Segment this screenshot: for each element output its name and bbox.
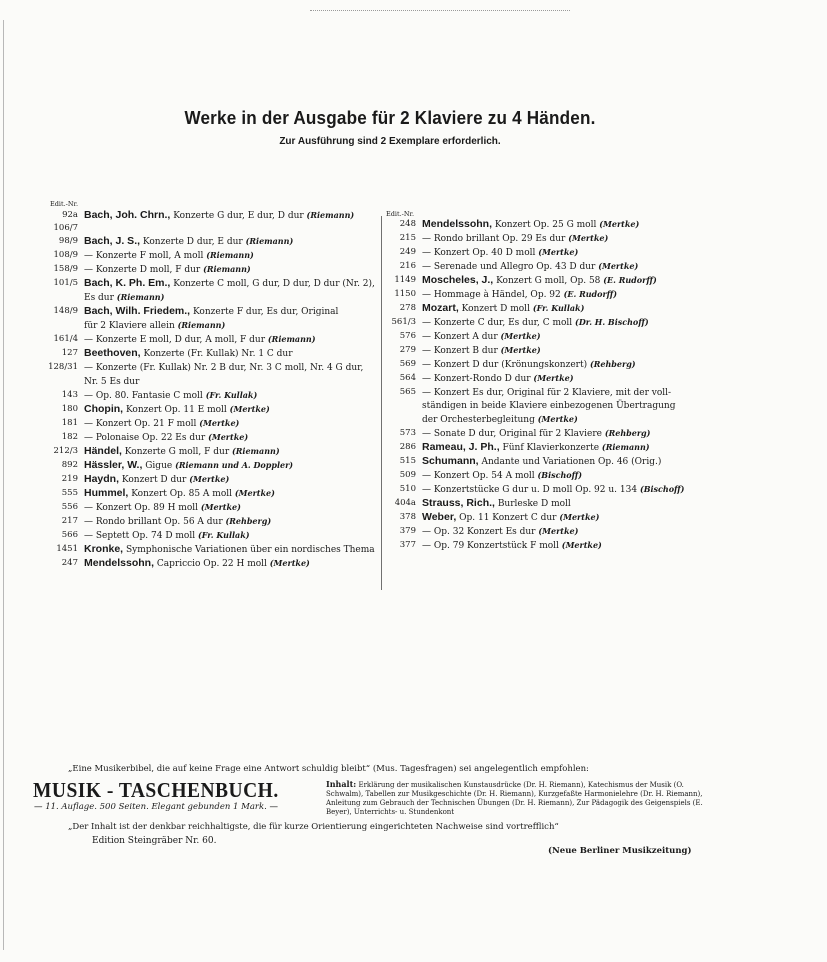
entry-text (84, 557, 378, 571)
catalog-entry (386, 274, 716, 288)
edition-number: 892 (61, 460, 78, 470)
work-title: — Konzertstücke G dur u. D moll Op. 92 u. 134 (422, 485, 640, 495)
catalog-entry (386, 288, 716, 302)
catalog-entry (386, 483, 716, 497)
ad-contents-label: Inhalt: (326, 779, 357, 789)
entry-text (84, 249, 378, 263)
composer-name: Mozart, (422, 302, 459, 314)
catalog-entry (48, 235, 378, 249)
catalog-entry (48, 459, 378, 473)
entry-text (84, 459, 378, 473)
work-title: — Op. 80. Fantasie C moll (84, 391, 206, 401)
work-title: — Konzerte F moll, A moll (84, 251, 207, 261)
editor-name: (E. Rudorff) (563, 289, 618, 299)
entry-text (422, 539, 716, 553)
edition-number: 128/31 (48, 362, 78, 372)
edition-number: 378 (399, 512, 416, 522)
composer-name: Bach, Joh. Chrn., (84, 209, 171, 221)
edition-number: 212/3 (53, 446, 78, 456)
editor-name: (Mertke) (598, 261, 639, 271)
left-catalog-column (48, 200, 378, 571)
catalog-entry (48, 333, 378, 347)
catalog-entry (386, 218, 716, 232)
editor-name: (Riemann) (231, 446, 280, 456)
edition-number: 556 (61, 502, 78, 512)
edition-number: 92a 106/7 (53, 210, 78, 233)
editor-name: (Mertke) (559, 512, 600, 522)
edition-number: 561/3 (391, 317, 416, 327)
entry-text (422, 497, 716, 511)
editor-name: (Riemann) (306, 210, 355, 220)
entry-text (422, 455, 716, 469)
work-title: — Sonate D dur, Original für 2 Klaviere (422, 429, 605, 439)
entry-text (84, 515, 378, 529)
work-title: Fünf Klavierkonzerte (499, 443, 602, 453)
catalog-entry (48, 515, 378, 529)
entry-text (84, 389, 378, 403)
work-title: Konzerte (Fr. Kullak) Nr. 1 C dur (140, 349, 293, 359)
ad-title: MUSIK - TASCHENBUCH. (33, 778, 279, 802)
composer-name: Chopin, (84, 403, 124, 415)
editor-name: (Fr. Kullak) (205, 390, 258, 400)
work-title: — Konzert Op. 54 A moll (422, 471, 538, 481)
editor-name: (Mertke) (538, 526, 579, 536)
entry-text (84, 361, 378, 389)
edition-number: 127 (61, 348, 78, 358)
edition-number: 101/5 (53, 278, 78, 288)
work-title: Konzert D moll (458, 304, 533, 314)
column-header-left: Edit.-Nr. (50, 200, 79, 208)
editor-name: (Rehberg) (225, 516, 272, 526)
entry-text (84, 431, 378, 445)
editor-name: (Mertke) (538, 247, 579, 257)
editor-name: (Riemann und A. Doppler) (175, 460, 294, 470)
entry-text (422, 260, 716, 274)
editor-name: (Fr. Kullak) (197, 530, 250, 540)
editor-name: (Riemann) (203, 264, 251, 274)
catalog-entry (48, 487, 378, 501)
entry-text (84, 305, 378, 333)
entry-text (422, 232, 716, 246)
catalog-entry (386, 441, 716, 455)
composer-name: Hummel, (84, 487, 129, 499)
composer-name: Rameau, J. Ph., (422, 441, 500, 453)
work-title: — Konzert Op. 40 D moll (422, 248, 539, 258)
work-title: — Konzert-Rondo D dur (422, 374, 534, 384)
ad-quote-source: (Neue Berliner Musikzeitung) (548, 846, 692, 856)
right-entry-list (386, 218, 716, 553)
editor-name: (Mertke) (199, 418, 240, 428)
composer-name: Weber, (422, 511, 457, 523)
work-title: Konzerte G moll, F dur (121, 447, 232, 457)
edition-number: 98/9 (58, 236, 78, 246)
composer-name: Beethoven, (84, 347, 141, 359)
catalog-entry (48, 209, 378, 235)
entry-text (422, 218, 716, 232)
work-title: — Konzert Es dur, Original für 2 Klaviere, mit der voll- ständigen in beide Klaviere einbezogenen Übertragung der Orchesterbegleitung (422, 388, 676, 425)
entry-text (422, 483, 716, 497)
work-title: — Hommage à Händel, Op. 92 (422, 290, 564, 300)
work-title: — Septett Op. 74 D moll (84, 531, 198, 541)
catalog-entry (386, 511, 716, 525)
entry-text (422, 358, 716, 372)
entry-text (84, 347, 378, 361)
edition-number: 182 (61, 432, 78, 442)
entry-text (422, 525, 716, 539)
editor-name: (Riemann) (116, 292, 165, 302)
catalog-entry (386, 316, 716, 330)
editor-name: (Mertke) (500, 345, 541, 355)
column-divider (381, 216, 382, 590)
work-title: — Op. 32 Konzert Es dur (422, 527, 539, 537)
entry-text (422, 469, 716, 483)
edition-number: 565 (399, 387, 416, 397)
editor-name: (Dr. H. Bischoff) (575, 317, 649, 327)
edition-number: 404a (394, 498, 416, 508)
edition-number: 219 (61, 474, 78, 484)
catalog-entry (48, 249, 378, 263)
edition-number: 377 (399, 540, 416, 550)
top-edge-line (310, 10, 570, 11)
entry-text (84, 417, 378, 431)
edition-number: 555 (61, 488, 78, 498)
edition-number: 143 (61, 390, 78, 400)
edition-number: 1150 (394, 289, 416, 299)
edition-number: 510 (399, 484, 416, 494)
column-header-right: Edit.-Nr. (386, 210, 415, 218)
catalog-entry (386, 525, 716, 539)
catalog-entry (386, 260, 716, 274)
composer-name: Schumann, (422, 455, 479, 467)
right-catalog-column (386, 210, 716, 553)
ad-edition-info: — 11. Auflage. 500 Seiten. Elegant gebunden 1 Mark. — (34, 802, 279, 812)
work-title: Capriccio Op. 22 H moll (154, 559, 270, 569)
work-title: Andante und Variationen Op. 46 (Orig.) (478, 457, 662, 467)
catalog-entry (386, 469, 716, 483)
catalog-entry (48, 417, 378, 431)
entry-text (84, 209, 378, 223)
composer-name: Mendelssohn, (84, 557, 155, 569)
editor-name: (Mertke) (533, 373, 574, 383)
entry-text (84, 277, 378, 305)
entry-text (422, 316, 716, 330)
entry-text (422, 302, 716, 316)
catalog-entry (386, 386, 716, 427)
ad-quote-bottom: „Der Inhalt ist der denkbar reichhaltigste, die für kurze Orientierung eingerichteten Nachweise sind vortrefflich“ (68, 822, 559, 832)
entry-text (84, 473, 378, 487)
edition-number: 108/9 (53, 250, 78, 260)
edition-number: 148/9 (53, 306, 78, 316)
edition-number: 216 (399, 261, 416, 271)
entry-text (422, 274, 716, 288)
editor-name: (Mertke) (208, 432, 249, 442)
entry-text (84, 445, 378, 459)
catalog-entry (48, 473, 378, 487)
work-title: — Serenade und Allegro Op. 43 D dur (422, 262, 599, 272)
editor-name: (Fr. Kullak) (532, 303, 585, 313)
catalog-entry (386, 427, 716, 441)
work-title: — Polonaise Op. 22 Es dur (84, 433, 209, 443)
catalog-entry (48, 557, 378, 571)
catalog-entry (48, 431, 378, 445)
work-title: — Konzert A dur (422, 332, 501, 342)
catalog-entry (386, 539, 716, 553)
editor-name: (Bischoff) (537, 470, 583, 480)
editor-name: (Mertke) (599, 219, 640, 229)
catalog-entry (386, 372, 716, 386)
edition-number: 379 (399, 526, 416, 536)
entry-text (422, 427, 716, 441)
editor-name: (Mertke) (234, 488, 275, 498)
entry-text (422, 330, 716, 344)
work-title: — Konzerte (Fr. Kullak) Nr. 2 B dur, Nr. 3 C moll, Nr. 4 G dur, Nr. 5 Es dur (84, 363, 364, 387)
composer-name: Strauss, Rich., (422, 497, 495, 509)
entry-text (422, 246, 716, 260)
editor-name: (Mertke) (537, 414, 578, 424)
left-entry-list (48, 209, 378, 571)
editor-name: (Mertke) (189, 474, 230, 484)
work-title: Konzerte C moll, G dur, D dur, D dur (Nr. 2), Es dur (84, 279, 375, 303)
edition-number: 180 (61, 404, 78, 414)
catalog-entry (48, 501, 378, 515)
composer-name: Hässler, W., (84, 459, 143, 471)
catalog-entry (386, 497, 716, 511)
work-title: Burleske D moll (494, 499, 571, 509)
left-edge-line (3, 20, 4, 950)
composer-name: Händel, (84, 445, 122, 457)
editor-name: (E. Rudorff) (603, 275, 657, 285)
edition-number: 247 (61, 558, 78, 568)
catalog-entry (48, 543, 378, 557)
work-title: — Konzert Op. 89 H moll (84, 503, 201, 513)
work-title: Konzert Op. 85 A moll (128, 489, 235, 499)
editor-name: (Riemann) (267, 334, 316, 344)
editor-name: (Mertke) (229, 404, 270, 414)
work-title: Konzert G moll, Op. 58 (493, 276, 604, 286)
composer-name: Moscheles, J., (422, 274, 494, 286)
edition-number: 217 (61, 516, 78, 526)
work-title: — Rondo brillant Op. 56 A dur (84, 517, 226, 527)
editor-name: (Mertke) (500, 331, 541, 341)
edition-number: 509 (399, 470, 416, 480)
entry-text (422, 344, 716, 358)
work-title: — Konzerte E moll, D dur, A moll, F dur (84, 335, 268, 345)
catalog-entry (48, 361, 378, 389)
entry-text (84, 543, 378, 557)
page-title: Werke in der Ausgabe für 2 Klaviere zu 4 Händen. (184, 108, 596, 128)
entry-text (84, 263, 378, 277)
composer-name: Bach, J. S., (84, 235, 141, 247)
editor-name: (Mertke) (269, 558, 310, 568)
edition-number: 249 (399, 247, 416, 257)
composer-name: Bach, K. Ph. Em., (84, 277, 171, 289)
catalog-entry (48, 347, 378, 361)
ad-quote-top: „Eine Musikerbibel, die auf keine Frage eine Antwort schuldig bleibt“ (Mus. Tagesfragen) sei angelegentlich empfohlen: (68, 764, 589, 774)
page-subtitle: Zur Ausführung sind 2 Exemplare erforderlich. (279, 136, 501, 147)
entry-text (84, 529, 378, 543)
edition-number: 1149 (394, 275, 416, 285)
work-title: Konzert D dur (119, 475, 190, 485)
editor-name: (Riemann) (245, 236, 294, 246)
edition-number: 278 (399, 303, 416, 313)
composer-name: Kronke, (84, 543, 124, 555)
work-title: Symphonische Variationen über ein nordisches Thema (123, 545, 375, 555)
work-title: — Rondo brillant Op. 29 Es dur (422, 234, 569, 244)
edition-number: 564 (399, 373, 416, 383)
work-title: — Konzert B dur (422, 346, 501, 356)
edition-number: 569 (399, 359, 416, 369)
entry-text (84, 403, 378, 417)
work-title: Konzerte G dur, E dur, D dur (170, 211, 307, 221)
edition-number: 566 (61, 530, 78, 540)
composer-name: Haydn, (84, 473, 120, 485)
composer-name: Mendelssohn, (422, 218, 493, 230)
ad-contents-text: Erklärung der musikalischen Kunstausdrücke (Dr. H. Riemann), Katechismus der Musik (O. Schwalm), Tabellen zur Musikgeschichte (Dr. H. Riemann), Kurzgefaßte Harmonielehre (Dr. H. Riemann), Anleitung zum Gebrauch der Technischen Übungen (Dr. H. Riemann), Zur Pädagogik des Geigenspiels (E. Beyer), Unterrichts- u. Stundenkont (326, 781, 703, 816)
catalog-entry (386, 344, 716, 358)
work-title: Gigue (142, 461, 176, 471)
entry-text (422, 441, 716, 455)
work-title: — Konzert D dur (Krönungskonzert) (422, 360, 590, 370)
work-title: Konzerte D dur, E dur (140, 237, 246, 247)
edition-number: 1451 (56, 544, 78, 554)
edition-number: 248 (399, 219, 416, 229)
editor-name: (Rehberg) (604, 428, 651, 438)
catalog-entry (48, 529, 378, 543)
catalog-entry (386, 330, 716, 344)
entry-text (422, 372, 716, 386)
work-title: Konzerte F dur, Es dur, Original für 2 Klaviere allein (84, 307, 339, 331)
edition-number: 161/4 (53, 334, 78, 344)
catalog-entry (386, 246, 716, 260)
editor-name: (Mertke) (568, 233, 609, 243)
editor-name: (Riemann) (206, 250, 254, 260)
catalog-entry (48, 403, 378, 417)
editor-name: (Mertke) (561, 540, 602, 550)
catalog-entry (386, 232, 716, 246)
composer-name: Bach, Wilh. Friedem., (84, 305, 191, 317)
edition-number: 286 (399, 442, 416, 452)
entry-text (84, 501, 378, 515)
work-title: — Op. 79 Konzertstück F moll (422, 541, 562, 551)
catalog-entry (386, 358, 716, 372)
work-title: — Konzerte D moll, F dur (84, 265, 204, 275)
entry-text (84, 333, 378, 347)
edition-number: 181 (61, 418, 78, 428)
edition-number: 279 (399, 345, 416, 355)
catalog-entry (48, 277, 378, 305)
editor-name: (Riemann) (177, 320, 226, 330)
work-title: Konzert Op. 25 G moll (492, 220, 600, 230)
work-title: — Konzerte C dur, Es dur, C moll (422, 318, 576, 328)
catalog-entry (48, 445, 378, 459)
edition-number: 576 (399, 331, 416, 341)
entry-text (422, 511, 716, 525)
catalog-entry (48, 305, 378, 333)
catalog-entry (48, 263, 378, 277)
entry-text (84, 235, 378, 249)
work-title: — Konzert Op. 21 F moll (84, 419, 200, 429)
entry-text (422, 386, 716, 427)
edition-number: 515 (399, 456, 416, 466)
catalog-entry (48, 389, 378, 403)
edition-number: 158/9 (53, 264, 78, 274)
ad-contents (326, 780, 722, 817)
edition-number: 215 (399, 233, 416, 243)
ad-edition-number: Edition Steingräber Nr. 60. (92, 836, 217, 846)
editor-name: (Riemann) (601, 442, 650, 452)
editor-name: (Mertke) (200, 502, 241, 512)
entry-text (84, 487, 378, 501)
editor-name: (Bischoff) (639, 484, 685, 494)
edition-number: 573 (399, 428, 416, 438)
catalog-entry (386, 455, 716, 469)
editor-name: (Rehberg) (589, 359, 636, 369)
work-title: Op. 11 Konzert C dur (456, 513, 560, 523)
entry-text (422, 288, 716, 302)
catalog-entry (386, 302, 716, 316)
work-title: Konzert Op. 11 E moll (123, 405, 230, 415)
